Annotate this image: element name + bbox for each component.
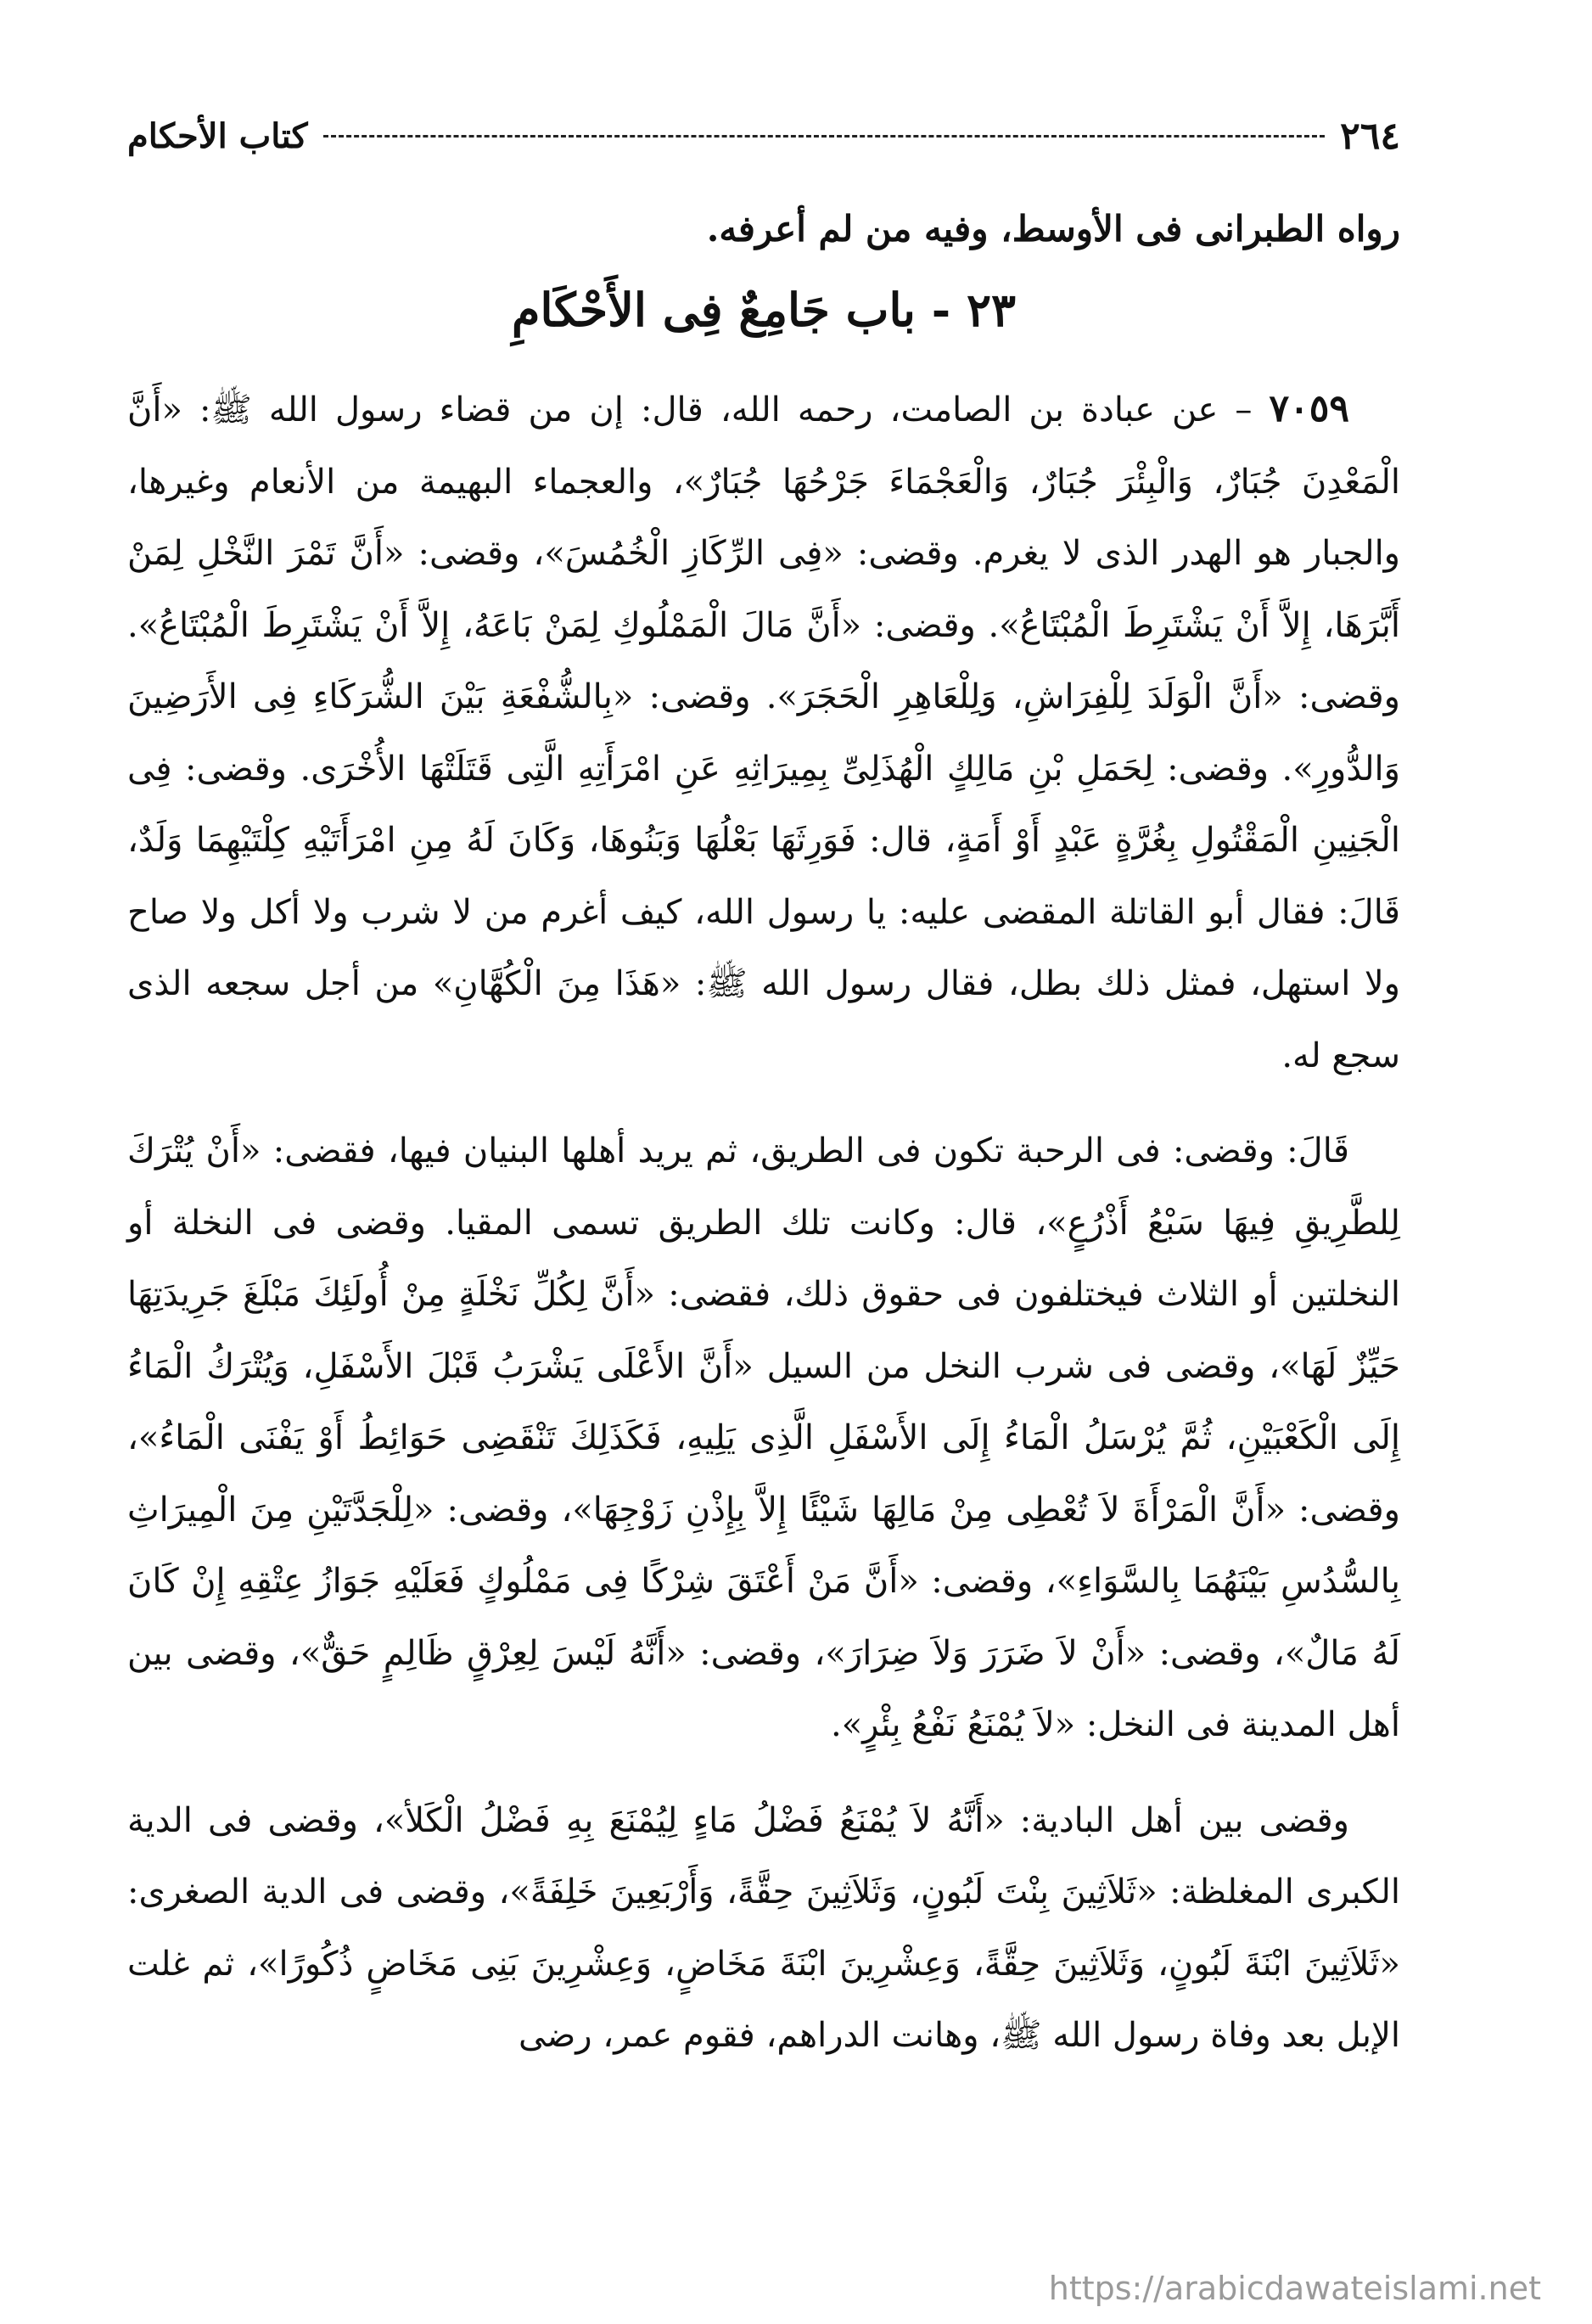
page-number: ٢٦٤ [1340,114,1400,158]
intro-line: رواه الطبرانى فى الأوسط، وفيه من لم أعرفه. [706,208,1400,250]
hadith-number: ٧٠٥٩ [1269,387,1350,430]
body-text [127,373,1400,2096]
watermark-url: https://arabicdawateislami.net [1048,2270,1541,2307]
hadith-paragraph-3: وقضى بين أهل البادية: «أَنَّهُ لاَ يُمْنَعُ فَضْلُ مَاءٍ لِيُمْنَعَ بِهِ فَضْلُ الْكَلأ»، وقضى فى الدية الكبرى المغلظة: «ثَلاَثِينَ بِنْتَ لَبُونٍ، وَثَلاَثِينَ حِقَّةً، وَأَرْبَعِينَ خَلِفَةً»، وقضى فى الدية الصغرى: «ثَلاَثِينَ ابْنَةَ لَبُونٍ، وَثَلاَثِينَ حِقَّةً، وَعِشْرِينَ ابْنَةَ مَخَاضٍ، وَعِشْرِينَ بَنِى مَخَاضٍ ذُكُورًا»، ثم غلت الإبل بعد وفاة رسول الله ﷺ، وهانت الدراهم، فقوم عمر، رضى [127,1800,1400,2055]
hadith-paragraph-2: قَالَ: وقضى: فى الرحبة تكون فى الطريق، ثم يريد أهلها البنيان فيها، فقضى: «أَنْ يُتْرَكَ لِلطَّرِيقِ فِيهَا سَبْعُ أَذْرُعٍ»، قال: وكانت تلك الطريق تسمى المقيا. وقضى فى النخلة أو النخلتين أو الثلاث فيختلفون فى حقوق ذلك، فقضى: «أَنَّ لِكُلِّ نَخْلَةٍ مِنْ أُولَئِكَ مَبْلَغَ جَرِيدَتِهَا حَيِّزٌ لَهَا»، وقضى فى شرب النخل من السيل «أَنَّ الأَعْلَى يَشْرَبُ قَبْلَ الأَسْفَلِ، وَيُتْرَكُ الْمَاءُ إِلَى الْكَعْبَيْنِ، ثُمَّ يُرْسَلُ الْمَاءُ إِلَى الأَسْفَلِ الَّذِى يَلِيهِ، فَكَذَلِكَ تَنْقَضِى حَوَائِطُ أَوْ يَفْنَى الْمَاءُ»، وقضى: «أَنَّ الْمَرْأَةَ لاَ تُعْطِى مِنْ مَالِهَا شَيْئًا إِلاَّ بِإِذْنِ زَوْجِهَا»، وقضى: «لِلْجَدَّتَيْنِ مِنَ الْمِيرَاثِ بِالسُّدُسِ بَيْنَهُمَا بِالسَّوَاءِ»، وقضى: «أَنَّ مَنْ أَعْتَقَ شِرْكًا فِى مَمْلُوكٍ فَعَلَيْهِ جَوَازُ عِتْقِهِ إِنْ كَانَ لَهُ مَالٌ»، وقضى: «أَنْ لاَ ضَرَرَ وَلاَ ضِرَارَ»، وقضى: «أَنَّهُ لَيْسَ لِعِرْقٍ ظَالِمٍ حَقٌّ»، وقضى بين أهل المدينة فى النخل: «لاَ يُمْنَعُ نَفْعُ بِئْرٍ». [127,1131,1400,1744]
header-rule [323,135,1326,138]
chapter-heading: ٢٣ - باب جَامِعٌ فِى الأَحْكَامِ [512,283,1016,337]
book-page [127,81,1400,2288]
paragraph-1-text: – عن عبادة بن الصامت، رحمه الله، قال: إن من قضاء رسول الله ﷺ: «أَنَّ الْمَعْدِنَ جُبَارٌ، وَالْبِئْرَ جُبَارٌ، وَالْعَجْمَاءَ جَرْحُهَا جُبَارٌ»، والعجماء البهيمة من الأنعام وغيرها، والجبار هو الهدر الذى لا يغرم. وقضى: «فِى الرِّكَازِ الْخُمُسَ»، وقضى: «أَنَّ تَمْرَ النَّخْلِ لِمَنْ أَبَّرَهَا، إِلاَّ أَنْ يَشْتَرِطَ الْمُبْتَاعُ». وقضى: «أَنَّ مَالَ الْمَمْلُوكِ لِمَنْ بَاعَهُ، إِلاَّ أَنْ يَشْتَرِطَ الْمُبْتَاعُ». وقضى: «أَنَّ الْوَلَدَ لِلْفِرَاشِ، وَلِلْعَاهِرِ الْحَجَرَ». وقضى: «بِالشُّفْعَةِ بَيْنَ الشُّرَكَاءِ فِى الأَرَضِينَ وَالدُّورِ». وقضى: لِحَمَلِ بْنِ مَالِكٍ الْهُذَلِىِّ بِمِيرَاثِهِ عَنِ امْرَأَتِهِ الَّتِى قَتَلَتْهَا الأُخْرَى. وقضى: فِى الْجَنِينِ الْمَقْتُولِ بِغُرَّةٍ عَبْدٍ أَوْ أَمَةٍ، قال: فَوَرِثَهَا بَعْلُهَا وَبَنُوهَا، وَكَانَ لَهُ مِنِ امْرَأَتَيْهِ كِلْتَيْهِمَا وَلَدٌ، قَالَ: فقال أبو القاتلة المقضى عليه: يا رسول الله، كيف أغرم من لا شرب ولا أكل ولا صاح ولا استهل، فمثل ذلك بطل، فقال رسول الله ﷺ: «هَذَا مِنَ الْكُهَّانِ» من أجل سجعه الذى سجع له. [127,390,1400,1075]
running-header [127,106,1400,166]
book-title: كتاب الأحكام [127,115,308,156]
hadith-paragraph-1 [127,373,1400,1092]
